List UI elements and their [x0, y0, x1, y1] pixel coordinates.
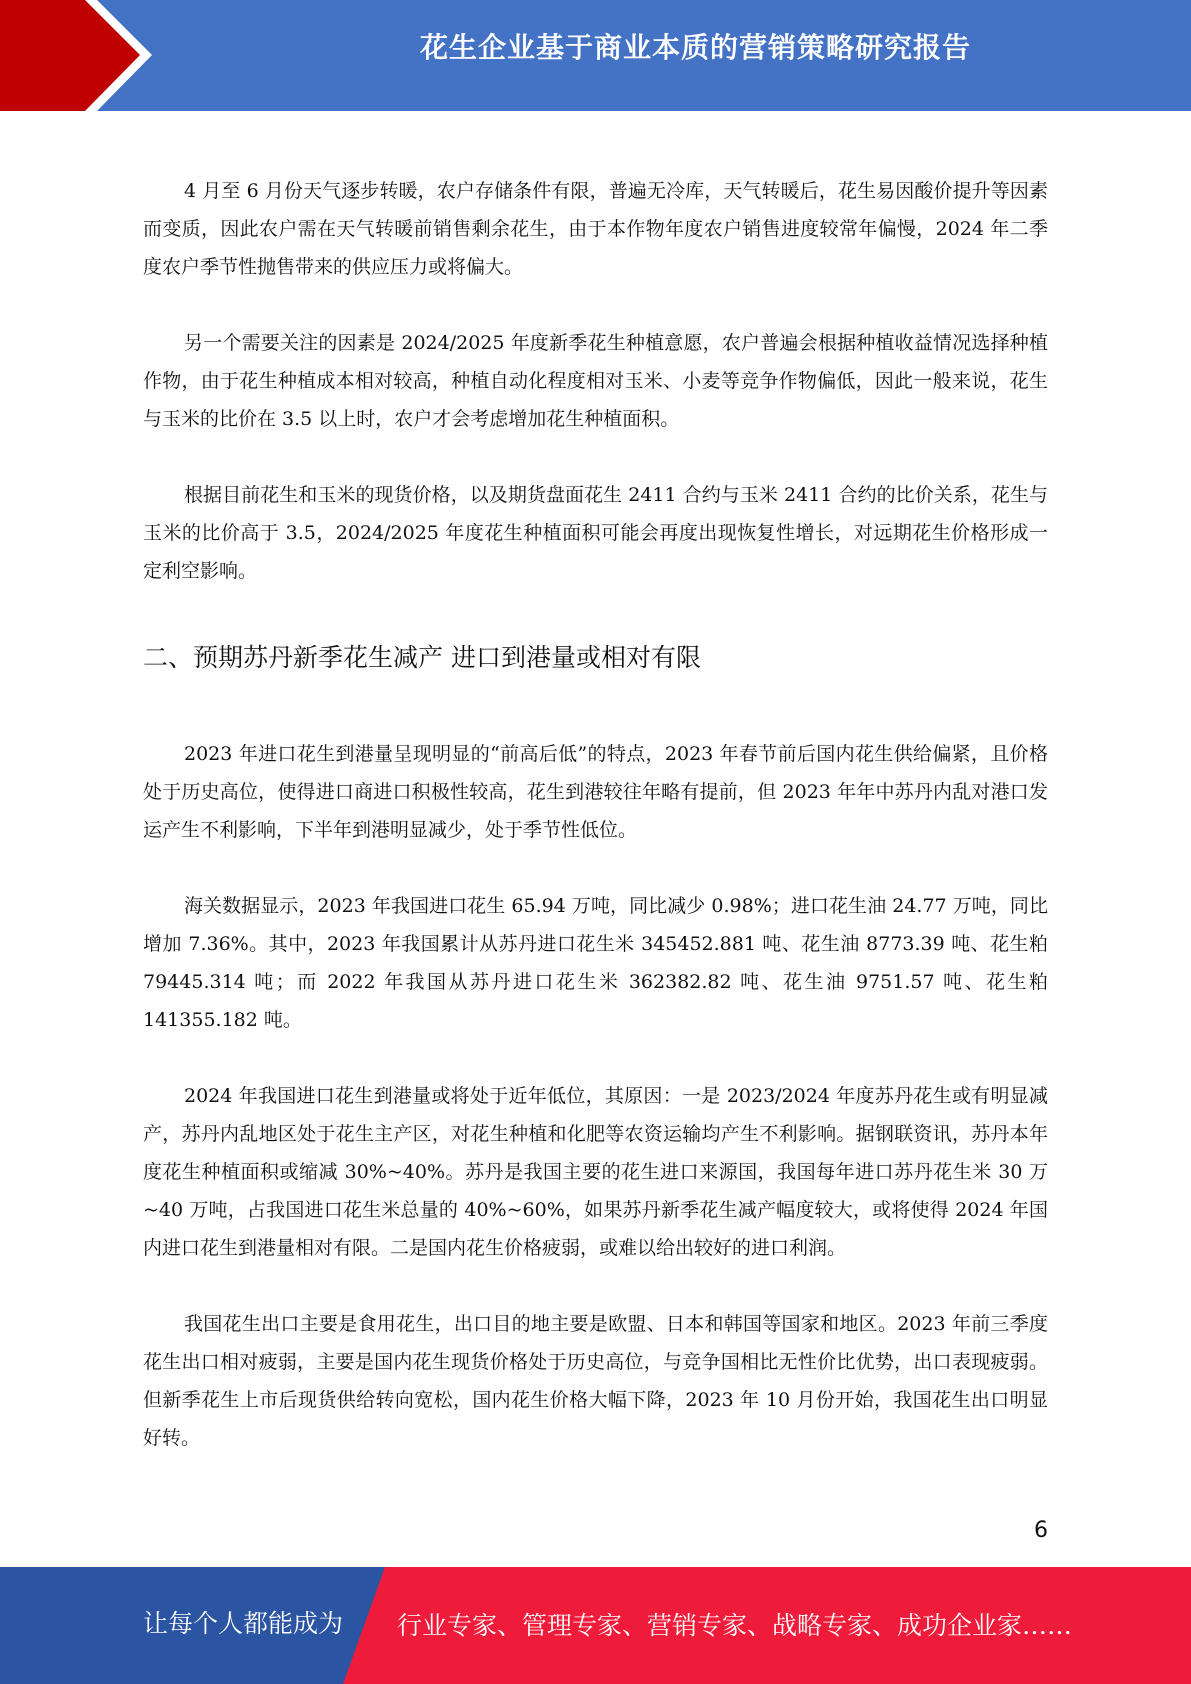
page-header: [0, 0, 1191, 111]
report-title: 花生企业基于商业本质的营销策略研究报告: [419, 31, 971, 64]
footer-slogan-left: 让每个人都能成为: [143, 1609, 344, 1638]
page-footer: [0, 1567, 1191, 1684]
paragraph: 另一个需要关注的因素是 2024/2025 年度新季花生种植意愿，农户普遍会根据种植收益情况选择种植作物，由于花生种植成本相对较高，种植自动化程度相对玉米、小麦等竞争作物偏低，因此一般来说，花生与玉米的比价在 3.5 以上时，农户才会考虑增加花生种植面积。: [143, 332, 1048, 430]
paragraph: 2023 年进口花生到港量呈现明显的“前高后低”的特点，2023 年春节前后国内花生供给偏紧，且价格处于历史高位，使得进口商进口积极性较高，花生到港较往年略有提前，但 2023 年年中苏丹内乱对港口发运产生不利影响，下半年到港明显减少，处于季节性低位。: [143, 743, 1048, 841]
footer-slogan-right: 行业专家、管理专家、营销专家、战略专家、成功企业家……: [397, 1611, 1073, 1640]
paragraph: 海关数据显示，2023 年我国进口花生 65.94 万吨，同比减少 0.98%；进口花生油 24.77 万吨，同比增加 7.36%。其中，2023 年我国累计从苏丹进口花生米 345452.881 吨、花生油 8773.39 吨、花生粕 79445.314 吨；而 2022 年我国从苏丹进口花生米 362382.82 吨、花生油 9751.57 吨、花生粕 141355.182 吨。: [143, 895, 1048, 1031]
paragraph: 4 月至 6 月份天气逐步转暖，农户存储条件有限，普遍无冷库，天气转暖后，花生易因酸价提升等因素而变质，因此农户需在天气转暖前销售剩余花生，由于本作物年度农户销售进度较常年偏慢，2024 年二季度农户季节性抛售带来的供应压力或将偏大。: [143, 180, 1048, 278]
header-red-chevron: [0, 0, 140, 111]
document-body: [143, 172, 1048, 1457]
paragraph: 我国花生出口主要是食用花生，出口目的地主要是欧盟、日本和韩国等国家和地区。2023 年前三季度花生出口相对疲弱，主要是国内花生现货价格处于历史高位，与竞争国相比无性价比优势，出口表现疲弱。但新季花生上市后现货供给转向宽松，国内花生价格大幅下降，2023 年 10 月份开始，我国花生出口明显好转。: [143, 1313, 1048, 1449]
paragraph: 根据目前花生和玉米的现货价格，以及期货盘面花生 2411 合约与玉米 2411 合约的比价关系，花生与玉米的比价高于 3.5，2024/2025 年度花生种植面积可能会再度出现恢复性增长，对远期花生价格形成一定利空影响。: [143, 484, 1048, 582]
page-number: 6: [1034, 1518, 1048, 1543]
paragraph: 2024 年我国进口花生到港量或将处于近年低位，其原因：一是 2023/2024 年度苏丹花生或有明显减产，苏丹内乱地区处于花生主产区，对花生种植和化肥等农资运输均产生不利影响。据钢联资讯，苏丹本年度花生种植面积或缩减 30%~40%。苏丹是我国主要的花生进口来源国，我国每年进口苏丹花生米 30 万~40 万吨，占我国进口花生米总量的 40%~60%，如果苏丹新季花生减产幅度较大，或将使得 2024 年国内进口花生到港量相对有限。二是国内花生价格疲弱，或难以给出较好的进口利润。: [143, 1085, 1048, 1259]
section-heading: 二、预期苏丹新季花生减产 进口到港量或相对有限: [143, 643, 701, 672]
